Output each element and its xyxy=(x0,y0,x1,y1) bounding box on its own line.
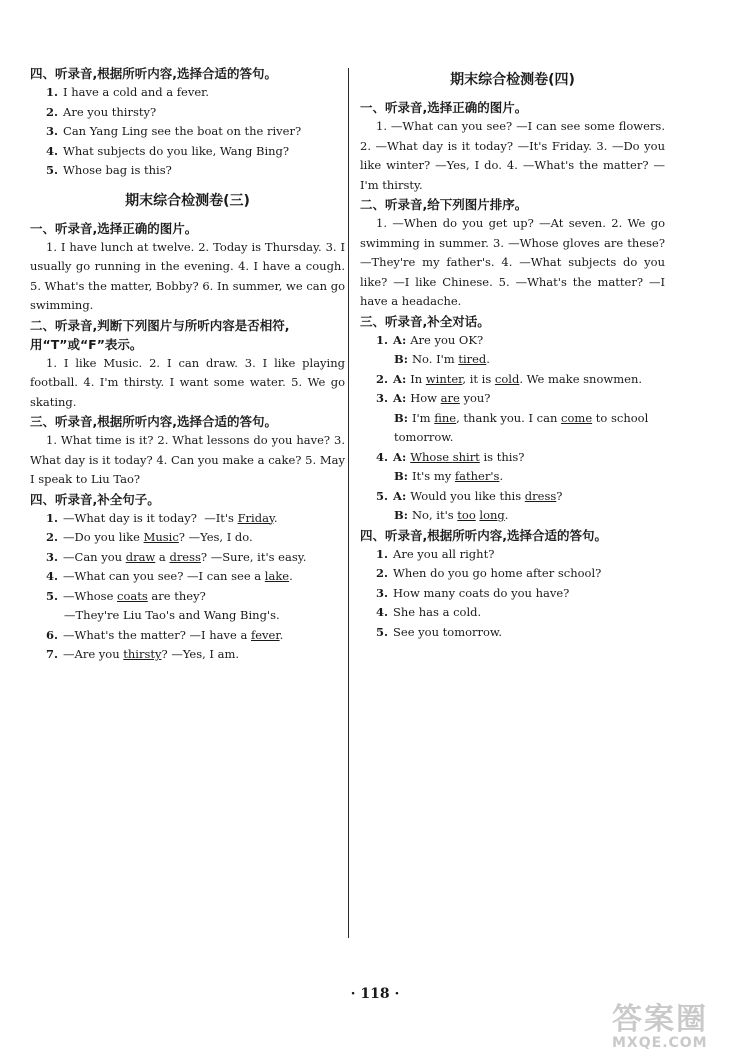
list-item: 3. —Can you draw a dress? —Sure, it's easy. xyxy=(46,549,307,564)
paragraph: 1. —What can you see? —I can see some flowers. 2. —What day is it today? —It's Friday. 3. —Do you like winter? —Yes, I do. 4. —What's the matter? —I'm thirsty. xyxy=(360,119,665,192)
list-item: 6. —What's the matter? —I have a fever. xyxy=(46,627,284,642)
dialogue-line: B: No. I'm tired. xyxy=(394,352,490,366)
list-item: 4. What subjects do you like, Wang Bing? xyxy=(46,143,290,158)
list-item: 1. —What day is it today? —It's Friday. xyxy=(46,510,278,525)
list-item: 1. Are you all right? xyxy=(376,546,495,561)
dialogue-line: 3. A: How are you? xyxy=(376,391,491,405)
watermark-bottom: MXQE.COM xyxy=(612,1035,708,1051)
section-header: 三、听录音,补全对话。 xyxy=(360,313,490,329)
paragraph: 1. I have lunch at twelve. 2. Today is Thursday. 3. I usually go running in the evening. 4. I have a cough. 5. What's the matter, Bobby? 6. In summer, we can go swimming. xyxy=(30,239,345,312)
dialogue-line: B: It's my father's. xyxy=(394,469,504,483)
list-item-continuation: —They're Liu Tao's and Wang Bing's. xyxy=(64,608,280,622)
right-column xyxy=(360,64,665,642)
section-header: 四、听录音,根据所听内容,选择合适的答句。 xyxy=(360,527,607,543)
section-header: 四、听录音,补全句子。 xyxy=(30,491,160,507)
section-header: 四、听录音,根据所听内容,选择合适的答句。 xyxy=(30,66,277,81)
list-item: 5. —Whose coats are they? xyxy=(46,588,206,603)
column-divider xyxy=(348,68,349,938)
section-header: 二、听录音,判断下列图片与所听内容是否相符,用“T”或“F”表示。 xyxy=(30,317,290,352)
watermark-logo xyxy=(612,1004,742,1050)
left-column xyxy=(30,64,345,665)
dialogue-line: 5. A: Would you like this dress? xyxy=(376,488,563,503)
page-number: · 118 · xyxy=(350,986,400,1002)
watermark-top: 答案圈 xyxy=(612,1002,708,1037)
exam-title: 期末综合检测卷(三) xyxy=(125,192,250,209)
dialogue-line: 4. A: Whose shirt is this? xyxy=(376,449,525,464)
list-item: 2. When do you go home after school? xyxy=(376,566,602,580)
list-item: 3. How many coats do you have? xyxy=(376,585,570,600)
list-item: 1. I have a cold and a fever. xyxy=(46,85,210,99)
list-item: 5. See you tomorrow. xyxy=(376,624,503,639)
list-item: 5. Whose bag is this? xyxy=(46,163,172,177)
dialogue-line: B: No, it's too long. xyxy=(394,508,509,522)
list-item: 4. —What can you see? —I can see a lake. xyxy=(46,569,293,583)
list-item: 4. She has a cold. xyxy=(376,605,482,619)
dialogue-line: 2. A: In winter, it is cold. We make snowmen. xyxy=(376,371,643,386)
section-header: 三、听录音,根据所听内容,选择合适的答句。 xyxy=(30,414,277,429)
paragraph: 1. —When do you get up? —At seven. 2. We go swimming in summer. 3. —Whose gloves are these? —They're my father's. 4. —What subjects do you like? —I like Chinese. 5. —What's the matter? —I have a headache. xyxy=(360,216,665,308)
section-header: 一、听录音,选择正确的图片。 xyxy=(360,100,528,115)
list-item: 2. —Do you like Music? —Yes, I do. xyxy=(46,530,253,544)
exam-title: 期末综合检测卷(四) xyxy=(450,72,575,88)
list-item: 7. —Are you thirsty? —Yes, I am. xyxy=(46,647,240,661)
dialogue-line: 1. A: Are you OK? xyxy=(376,332,484,347)
section-header: 一、听录音,选择正确的图片。 xyxy=(30,220,198,236)
list-item: 3. Can Yang Ling see the boat on the river? xyxy=(46,124,302,138)
section-header: 二、听录音,给下列图片排序。 xyxy=(360,197,528,212)
paragraph: 1. I like Music. 2. I can draw. 3. I like playing football. 4. I'm thirsty. I want some water. 5. We go skating. xyxy=(30,355,345,409)
paragraph: 1. What time is it? 2. What lessons do you have? 3. What day is it today? 4. Can you make a cake? 5. May I speak to Liu Tao? xyxy=(30,433,345,486)
list-item: 2. Are you thirsty? xyxy=(46,104,157,119)
dialogue-line: B: I'm fine, thank you. I can come to school tomorrow. xyxy=(394,410,649,444)
